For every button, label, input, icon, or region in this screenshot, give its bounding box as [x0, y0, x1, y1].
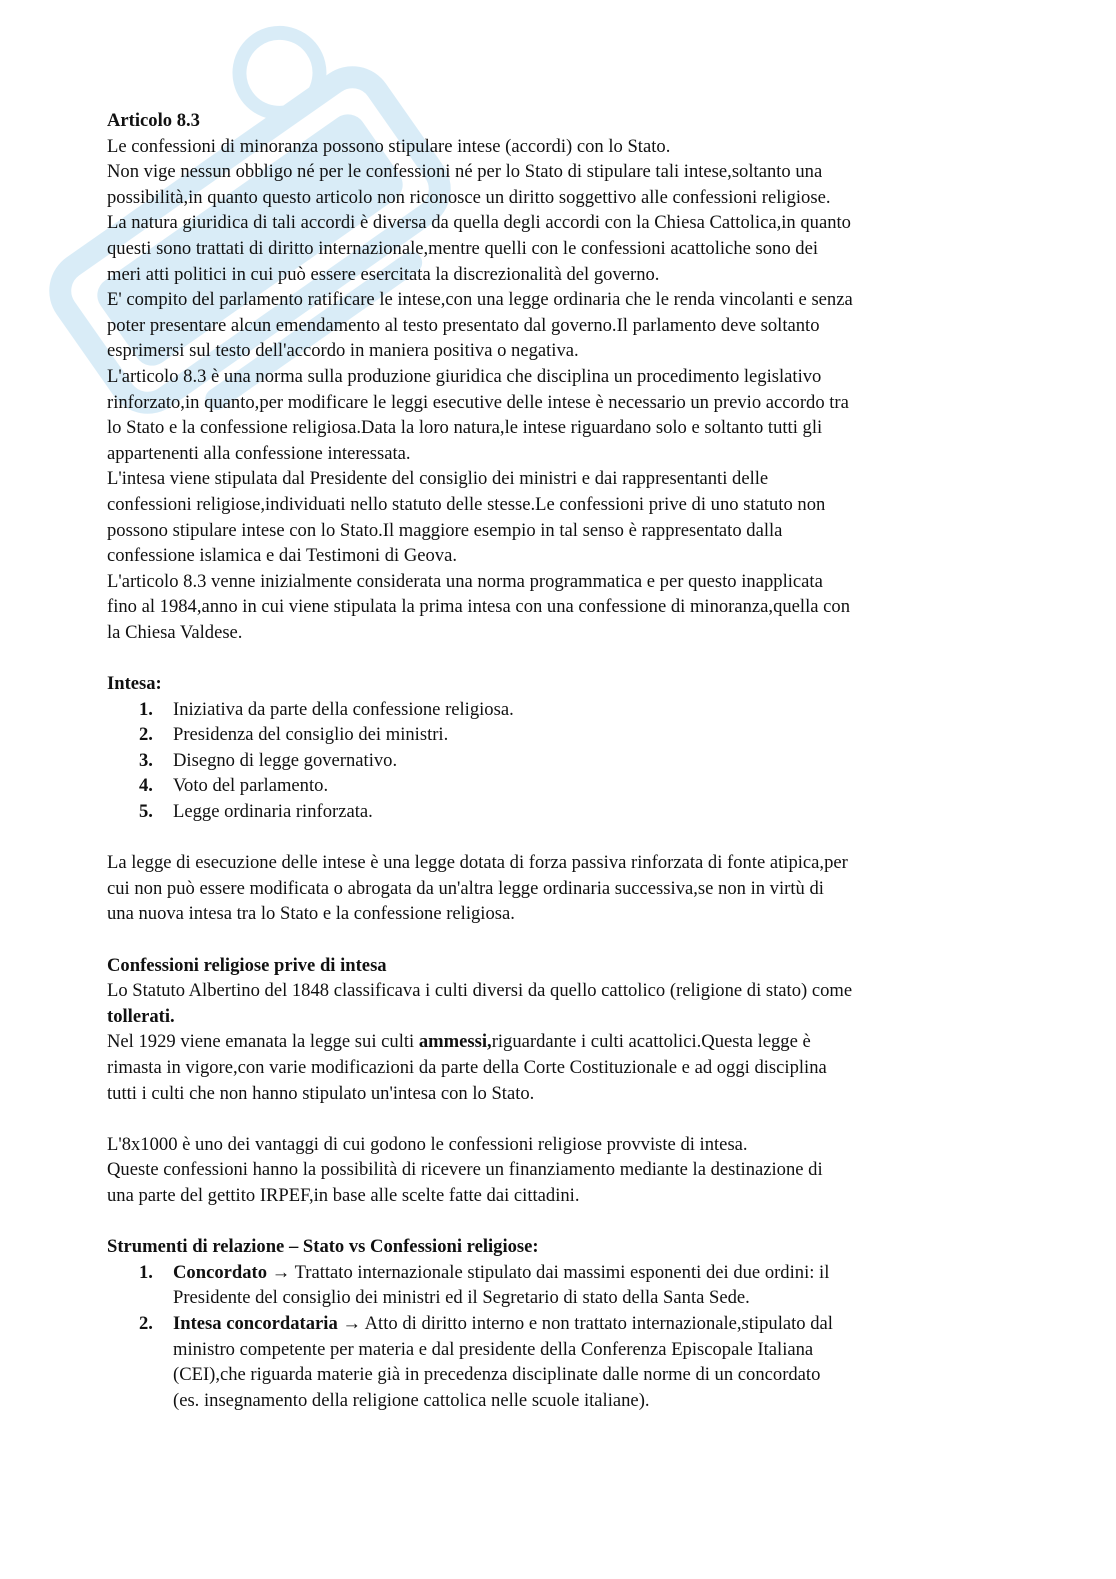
spacer	[107, 927, 1007, 953]
list-item	[107, 722, 1007, 748]
text-line: L'8x1000 è uno dei vantaggi di cui godono le confessioni religiose provviste di intesa.	[107, 1133, 748, 1155]
list-item-line: (es. insegnamento della religione cattolica nelle scuole italiane).	[173, 1389, 650, 1411]
text-line: appartenenti alla confessione interessata.	[107, 442, 411, 464]
term-bold: Concordato	[173, 1261, 267, 1283]
spacer	[107, 1106, 1007, 1132]
text-line-bold: tollerati.	[107, 1005, 175, 1027]
text-line: Non vige nessun obbligo né per le confessioni né per lo Stato di stipulare tali intese,soltanto una	[107, 161, 823, 183]
text-line: una parte del gettito IRPEF,in base alle scelte fatte dai cittadini.	[107, 1184, 580, 1206]
list-item-text: Presidenza del consiglio dei ministri.	[173, 724, 449, 746]
text-line	[107, 1029, 1007, 1055]
text-line: la Chiesa Valdese.	[107, 621, 243, 643]
list-item	[107, 773, 1007, 799]
list-item-line: ministro competente per materia e dal presidente della Conferenza Episcopale Italiana	[173, 1338, 814, 1360]
text-line: lo Stato e la confessione religiosa.Data la loro natura,le intese riguardano solo e soltanto tutti gli	[107, 417, 823, 439]
text-line: meri atti politici in cui può essere esercitata la discrezionalità del governo.	[107, 263, 660, 285]
list-item-text: Iniziativa da parte della confessione religiosa.	[173, 698, 514, 720]
term-bold: Intesa concordataria	[173, 1312, 338, 1334]
text-line: tutti i culti che non hanno stipulato un'intesa con lo Stato.	[107, 1082, 535, 1104]
heading-strumenti: Strumenti di relazione – Stato vs Confessioni religiose:	[107, 1236, 539, 1258]
text-line: E' compito del parlamento ratificare le intese,con una legge ordinaria che le renda vincolanti e senza	[107, 289, 853, 311]
list-number: 2.	[139, 1312, 153, 1334]
arrow-icon: →	[267, 1261, 295, 1283]
list-item-text: Disegno di legge governativo.	[173, 749, 398, 771]
text-run-bold: ammessi,	[418, 1031, 492, 1053]
text-line: rinforzato,in quanto,per modificare le leggi esecutive delle intese è necessario un previo accordo tra	[107, 391, 849, 413]
text-line: rimasta in vigore,con varie modificazioni da parte della Corte Costituzionale e ad oggi disciplina	[107, 1056, 827, 1078]
list-item-line	[173, 1311, 1007, 1337]
heading-intesa: Intesa:	[107, 673, 162, 695]
list-item	[107, 1260, 1007, 1311]
list-item-line: Presidente del consiglio dei ministri ed il Segretario di stato della Santa Sede.	[173, 1287, 750, 1309]
text-line: La natura giuridica di tali accordi è diversa da quella degli accordi con la Chiesa Cattolica,in quanto	[107, 212, 851, 234]
text-line: L'articolo 8.3 è una norma sulla produzione giuridica che disciplina un procedimento legislativo	[107, 365, 822, 387]
text-line: Lo Statuto Albertino del 1848 classificava i culti diversi da quello cattolico (religione di stato) come	[107, 980, 853, 1002]
list-item-text: Trattato internazionale stipulato dai massimi esponenti dei due ordini: il	[294, 1261, 830, 1283]
list-item	[107, 799, 1007, 825]
arrow-icon: →	[337, 1312, 365, 1334]
spacer	[107, 825, 1007, 851]
text-run: Nel 1929 viene emanata la legge sui culti	[107, 1031, 419, 1053]
list-item-text: Legge ordinaria rinforzata.	[173, 801, 373, 823]
text-line: possono stipulare intese con lo Stato.Il maggiore esempio in tal senso è rappresentato dalla	[107, 519, 783, 541]
text-line: Queste confessioni hanno la possibilità di ricevere un finanziamento mediante la destinazione di	[107, 1159, 823, 1181]
list-item-text: Atto di diritto interno e non trattato internazionale,stipulato dal	[364, 1312, 833, 1334]
list-number: 2.	[139, 724, 153, 746]
text-line: Le confessioni di minoranza possono stipulare intese (accordi) con lo Stato.	[107, 135, 671, 157]
heading-confessioni-prive: Confessioni religiose prive di intesa	[107, 954, 387, 976]
text-line: cui non può essere modificata o abrogata da un'altra legge ordinaria successiva,se non in virtù di	[107, 877, 824, 899]
list-item-line	[173, 1260, 1007, 1286]
text-line: una nuova intesa tra lo Stato e la confessione religiosa.	[107, 903, 515, 925]
list-item	[107, 1311, 1007, 1413]
list-item-line: (CEI),che riguarda materie già in precedenza disciplinate dalle norme di un concordato	[173, 1364, 821, 1386]
text-line: L'intesa viene stipulata dal Presidente del consiglio dei ministri e dai rappresentanti delle	[107, 468, 769, 490]
text-line: La legge di esecuzione delle intese è una legge dotata di forza passiva rinforzata di fonte atipica,per	[107, 852, 848, 874]
list-number: 3.	[139, 749, 153, 771]
list-item	[107, 748, 1007, 774]
text-line: questi sono trattati di diritto internazionale,mentre quelli con le confessioni acattoliche sono dei	[107, 237, 819, 259]
spacer	[107, 1209, 1007, 1235]
text-line: possibilità,in quanto questo articolo non riconosce un diritto soggettivo alle confessioni religiose.	[107, 186, 831, 208]
list-item-text: Voto del parlamento.	[173, 775, 329, 797]
list-number: 1.	[139, 698, 153, 720]
text-line: poter presentare alcun emendamento al testo presentato dal governo.Il parlamento deve soltanto	[107, 314, 820, 336]
strumenti-list	[107, 1260, 1007, 1414]
text-run: riguardante i culti acattolici.Questa legge è	[491, 1031, 811, 1053]
list-item	[107, 697, 1007, 723]
list-number: 5.	[139, 801, 153, 823]
text-line: esprimersi sul testo dell'accordo in maniera positiva o negativa.	[107, 340, 579, 362]
document-content	[107, 108, 1007, 1413]
spacer	[107, 645, 1007, 671]
intesa-steps-list	[107, 697, 1007, 825]
list-number: 1.	[139, 1261, 153, 1283]
heading-articolo: Articolo 8.3	[107, 110, 200, 131]
text-line: confessione islamica e dai Testimoni di Geova.	[107, 545, 457, 567]
list-number: 4.	[139, 775, 153, 797]
text-line: L'articolo 8.3 venne inizialmente considerata una norma programmatica e per questo inapplicata	[107, 570, 823, 592]
text-line: confessioni religiose,individuati nello statuto delle stesse.Le confessioni prive di uno statuto non	[107, 493, 826, 515]
text-line: fino al 1984,anno in cui viene stipulata la prima intesa con una confessione di minoranza,quella con	[107, 596, 851, 618]
